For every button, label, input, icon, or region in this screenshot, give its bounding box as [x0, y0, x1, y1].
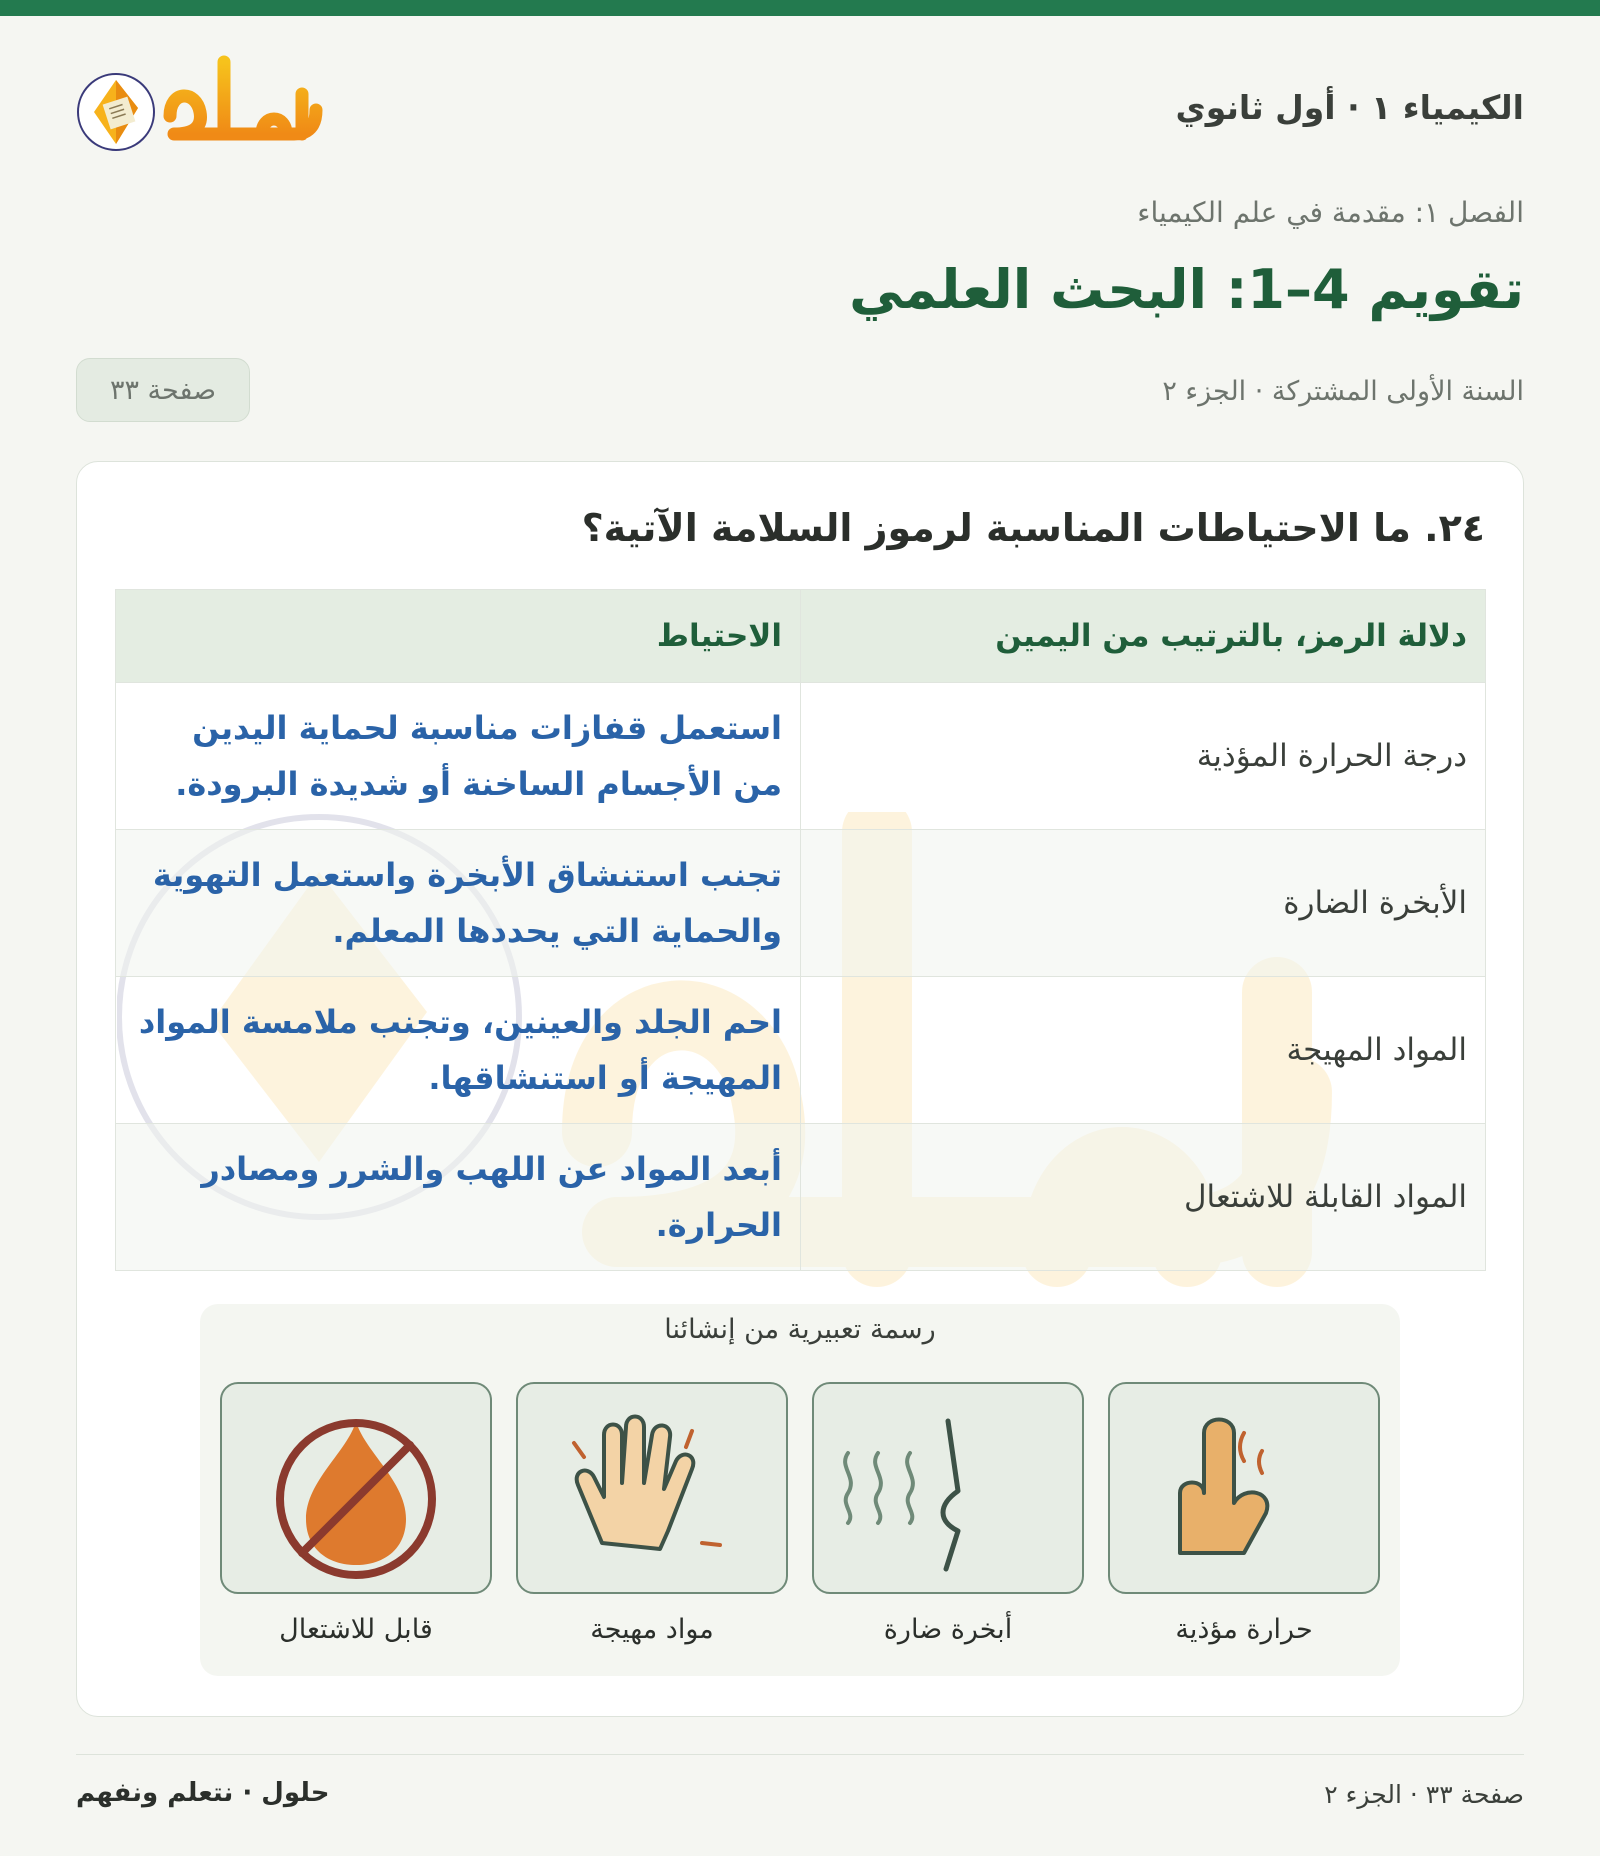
- page-title: تقويم 4–1: البحث العلمي: [849, 258, 1524, 321]
- page-header: [76, 50, 1524, 170]
- meaning-cell: المواد القابلة للاشتعال: [801, 1124, 1486, 1271]
- footer-divider: [76, 1754, 1524, 1755]
- symbol-flammable: [220, 1382, 492, 1662]
- subject-title: الكيمياء ١ · أول ثانوي: [1175, 88, 1524, 127]
- question-text: ٢٤. ما الاحتياطات المناسبة لرموز السلامة الآتية؟: [581, 506, 1485, 550]
- symbol-label: حرارة مؤذية: [1175, 1614, 1313, 1645]
- chapter-line: الفصل ١: مقدمة في علم الكيمياء: [1137, 196, 1524, 229]
- symbol-box: [1108, 1382, 1380, 1594]
- column-header-meaning: دلالة الرمز، بالترتيب من اليمين: [801, 590, 1486, 683]
- precaution-cell: احم الجلد والعينين، وتجنب ملامسة المواد المهيجة أو استنشاقها.: [116, 977, 801, 1124]
- meaning-cell: الأبخرة الضارة: [801, 830, 1486, 977]
- fumes-icon: [828, 1393, 1068, 1583]
- symbol-box: [812, 1382, 1084, 1594]
- symbol-hot-temperature: [1108, 1382, 1380, 1662]
- table-row: [116, 830, 1486, 977]
- top-accent-bar: [0, 0, 1600, 16]
- flammable-drop-icon: [236, 1393, 476, 1583]
- table-row: [116, 1124, 1486, 1271]
- symbols-row: [220, 1382, 1380, 1662]
- symbol-box: [516, 1382, 788, 1594]
- irritant-hand-icon: [532, 1393, 772, 1583]
- illustration-caption: رسمة تعبيرية من إنشائنا: [664, 1314, 936, 1345]
- symbol-label: قابل للاشتعال: [279, 1614, 433, 1645]
- symbol-label: أبخرة ضارة: [883, 1614, 1013, 1645]
- footer-page-info: صفحة ٣٣ · الجزء ٢: [1324, 1780, 1524, 1809]
- precaution-cell: استعمل قفازات مناسبة لحماية اليدين من الأجسام الساخنة أو شديدة البرودة.: [116, 683, 801, 830]
- footer-brand: حلول · نتعلم ونفهم: [76, 1778, 330, 1808]
- hot-finger-icon: [1124, 1393, 1364, 1583]
- table-row: [116, 977, 1486, 1124]
- table-row: [116, 683, 1486, 830]
- page-number-badge: صفحة ٣٣: [76, 358, 250, 422]
- symbol-label: مواد مهيجة: [590, 1614, 714, 1645]
- safety-symbols-illustration: [200, 1304, 1400, 1676]
- precaution-cell: أبعد المواد عن اللهب والشرر ومصادر الحرارة.: [116, 1124, 801, 1271]
- symbol-harmful-fumes: [812, 1382, 1084, 1662]
- question-card: [76, 461, 1524, 1717]
- meaning-cell: درجة الحرارة المؤذية: [801, 683, 1486, 830]
- column-header-precaution: الاحتياط: [116, 590, 801, 683]
- precaution-cell: تجنب استنشاق الأبخرة واستعمل التهوية والحماية التي يحددها المعلم.: [116, 830, 801, 977]
- site-logo[interactable]: [76, 50, 336, 170]
- safety-table: [115, 589, 1486, 1271]
- symbol-irritant: [516, 1382, 788, 1662]
- logo-icon: [76, 50, 336, 170]
- meaning-cell: المواد المهيجة: [801, 977, 1486, 1124]
- symbol-box: [220, 1382, 492, 1594]
- table-header-row: [116, 590, 1486, 683]
- course-meta: السنة الأولى المشتركة · الجزء ٢: [1162, 376, 1524, 407]
